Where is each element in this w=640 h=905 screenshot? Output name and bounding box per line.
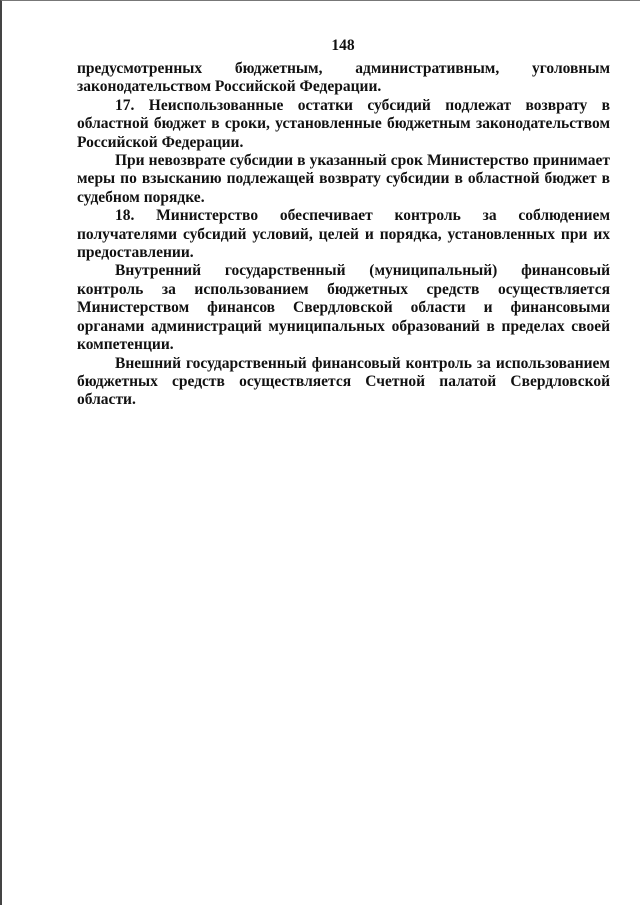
document-body bbox=[77, 60, 610, 410]
paragraph-item-18: 18. Министерство обеспечивает контроль за соблюдением получателями субсидий условий, целей и порядка, установленных при их предоставлении. bbox=[77, 207, 610, 262]
paragraph-continuation-line: предусмотренных бюджетным, административным, уголовным bbox=[77, 60, 610, 77]
page-number: 148 bbox=[331, 37, 355, 54]
paragraph-item-17: 17. Неиспользованные остатки субсидий подлежат возврату в областной бюджет в сроки, установленные бюджетным законодательством Российской Федерации. bbox=[77, 96, 610, 151]
paragraph-internal-control: Внутренний государственный (муниципальный) финансовый контроль за использованием бюджетных средств осуществляется Министерством финансов Свердловской области и финансовыми органами администраций муниципальных образований в пределах своей компетенции. bbox=[77, 262, 610, 354]
paragraph-continuation-rest: законодательством Российской Федерации. bbox=[77, 78, 382, 96]
paragraph-non-return: При невозврате субсидии в указанный срок Министерство принимает меры по взысканию подлежащей возврату субсидии в областной бюджет в судебном порядке. bbox=[77, 152, 610, 206]
paragraph-external-control: Внешний государственный финансовый контроль за использованием бюджетных средств осуществляется Счетной палатой Свердловской области. bbox=[77, 354, 610, 409]
